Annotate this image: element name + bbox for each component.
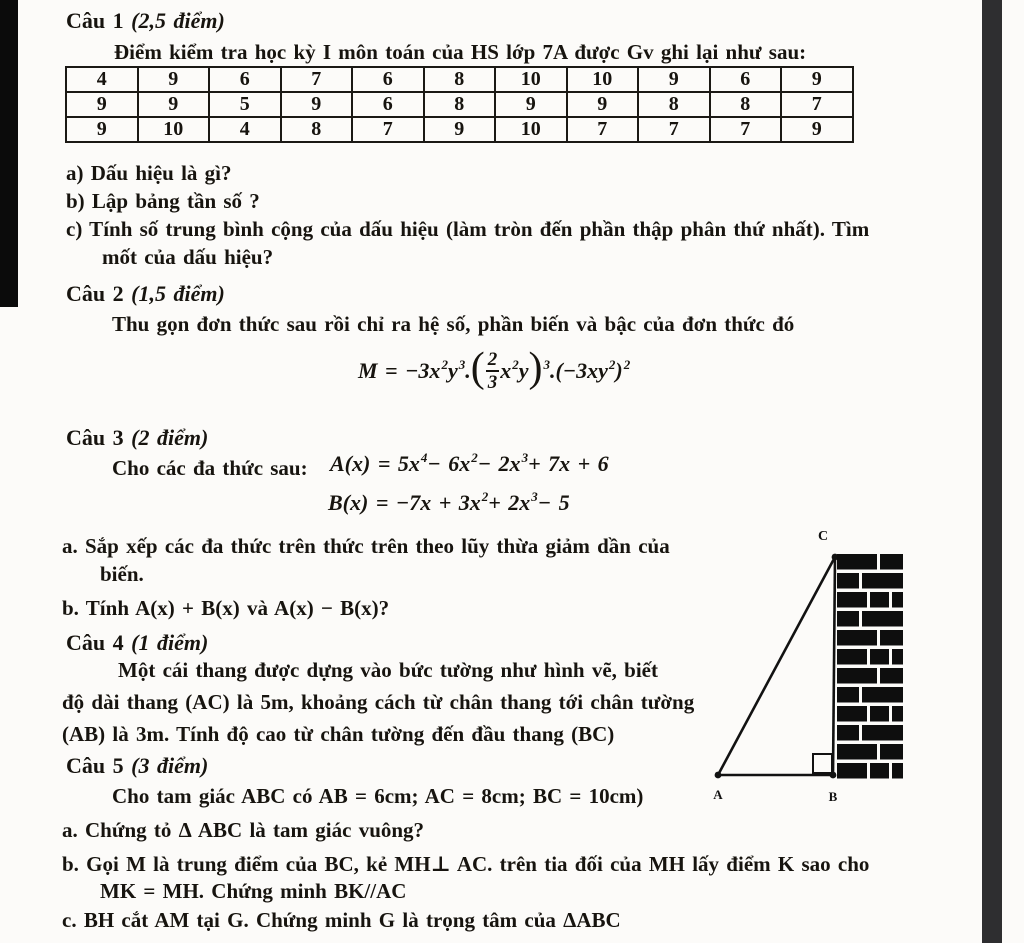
score-cell: 8 [281, 117, 353, 142]
table-row [66, 117, 853, 142]
question-1-points: (2,5 điểm) [131, 8, 225, 33]
score-cell: 7 [352, 117, 424, 142]
question-1-heading [66, 8, 225, 34]
question-3-intro: Cho các đa thức sau: [112, 456, 308, 480]
question-3-item-a-line2: biến. [100, 562, 144, 586]
score-cell: 9 [138, 67, 210, 92]
question-4-line3: (AB) là 3m. Tính độ cao từ chân tường đến đầu thang (BC) [62, 722, 615, 746]
question-2-heading [66, 281, 225, 307]
score-cell: 9 [66, 117, 138, 142]
score-cell: 4 [209, 117, 281, 142]
score-cell: 9 [66, 92, 138, 117]
score-cell: 9 [138, 92, 210, 117]
question-2-number: Câu 2 [66, 281, 124, 306]
question-1-item-a: a) Dấu hiệu là gì? [66, 161, 232, 185]
question-1-item-c-line2: mốt của dấu hiệu? [102, 245, 274, 269]
score-cell: 7 [638, 117, 710, 142]
score-cell: 5 [209, 92, 281, 117]
score-cell: 6 [352, 67, 424, 92]
vertex-dot-b [830, 772, 837, 779]
score-cell: 10 [138, 117, 210, 142]
question-3-heading [66, 425, 208, 451]
score-cell: 10 [495, 117, 567, 142]
score-cell: 8 [710, 92, 782, 117]
score-cell: 6 [352, 92, 424, 117]
question-3-points: (2 điểm) [131, 425, 209, 450]
right-angle-marker [813, 754, 832, 773]
scan-edge-right [982, 0, 1002, 943]
question-4-number: Câu 4 [66, 630, 124, 655]
question-5-points: (3 điểm) [131, 753, 209, 778]
triangle [715, 554, 839, 779]
vertex-label-a: A [713, 787, 723, 802]
scan-edge-left [0, 0, 18, 307]
score-cell: 10 [495, 67, 567, 92]
ladder-figure [695, 518, 910, 803]
polynomial-formula-b: B(x) = −7x + 3x $^2$ + 2x $^3$ − 5 [328, 488, 570, 515]
vertex-dot-a [715, 772, 722, 779]
score-cell: 7 [710, 117, 782, 142]
question-5-item-b-line2: MK = MH. Chứng minh BK//AC [100, 879, 407, 903]
score-cell: 4 [66, 67, 138, 92]
polynomial-formula-a: A(x) = 5x $^4$ − 6x $^2$ − 2x $^3$ + 7x + 6 [330, 449, 609, 476]
score-cell: 9 [424, 117, 496, 142]
score-cell: 8 [638, 92, 710, 117]
score-cell: 9 [781, 67, 853, 92]
question-5-item-a: a. Chứng tỏ Δ ABC là tam giác vuông? [62, 818, 425, 842]
score-cell: 9 [281, 92, 353, 117]
score-table [65, 66, 854, 143]
score-cell: 7 [567, 117, 639, 142]
question-3-item-b: b. Tính A(x) + B(x) và A(x) − B(x)? [62, 596, 390, 620]
question-3-number: Câu 3 [66, 425, 124, 450]
question-1-item-b: b) Lập bảng tần số ? [66, 189, 260, 213]
vertex-label-b: B [828, 789, 838, 803]
table-row [66, 67, 853, 92]
score-cell: 9 [781, 117, 853, 142]
score-cell: 6 [710, 67, 782, 92]
brick-wall [837, 554, 903, 779]
vertex-label-c: C [817, 529, 829, 544]
score-cell: 8 [424, 67, 496, 92]
question-5-intro: Cho tam giác ABC có AB = 6cm; AC = 8cm; BC = 10cm) [112, 784, 644, 808]
score-cell: 9 [638, 67, 710, 92]
question-4-heading [66, 630, 208, 656]
question-4-points: (1 điểm) [131, 630, 209, 655]
question-1-item-c-line1: c) Tính số trung bình cộng của dấu hiệu (làm tròn đến phần thập phân thứ nhất). Tìm [66, 217, 870, 241]
score-cell: 7 [281, 67, 353, 92]
question-2-intro: Thu gọn đơn thức sau rồi chỉ ra hệ số, phần biến và bậc của đơn thức đó [112, 312, 795, 336]
score-cell: 9 [567, 92, 639, 117]
score-cell: 7 [781, 92, 853, 117]
question-1-intro: Điểm kiểm tra học kỳ I môn toán của HS lớp 7A được Gv ghi lại như sau: [114, 40, 807, 64]
question-4-line2: độ dài thang (AC) là 5m, khoảng cách từ chân thang tới chân tường [62, 690, 695, 714]
question-5-item-c: c. BH cắt AM tại G. Chứng minh G là trọng tâm của ΔABC [62, 908, 621, 932]
table-row [66, 92, 853, 117]
monomial-formula-m: M = −3x $^2$ y $^3$ . ( $\frac{2}{3}$ x $^2$ y ) $^3$ .(−3xy $^2$ ) $^2$ [358, 345, 631, 393]
score-cell: 9 [495, 92, 567, 117]
score-cell: 10 [567, 67, 639, 92]
question-4-line1: Một cái thang được dựng vào bức tường như hình vẽ, biết [118, 658, 658, 682]
question-1-number: Câu 1 [66, 8, 124, 33]
question-2-points: (1,5 điểm) [131, 281, 225, 306]
question-3-item-a-line1: a. Sắp xếp các đa thức trên thức trên theo lũy thừa giảm dần của [62, 534, 670, 558]
score-cell: 6 [209, 67, 281, 92]
question-5-number: Câu 5 [66, 753, 124, 778]
question-5-item-b-line1: b. Gọi M là trung điểm của BC, kẻ MH⊥ AC. trên tia đối của MH lấy điểm K sao cho [62, 852, 870, 876]
score-cell: 8 [424, 92, 496, 117]
question-5-heading [66, 753, 208, 779]
